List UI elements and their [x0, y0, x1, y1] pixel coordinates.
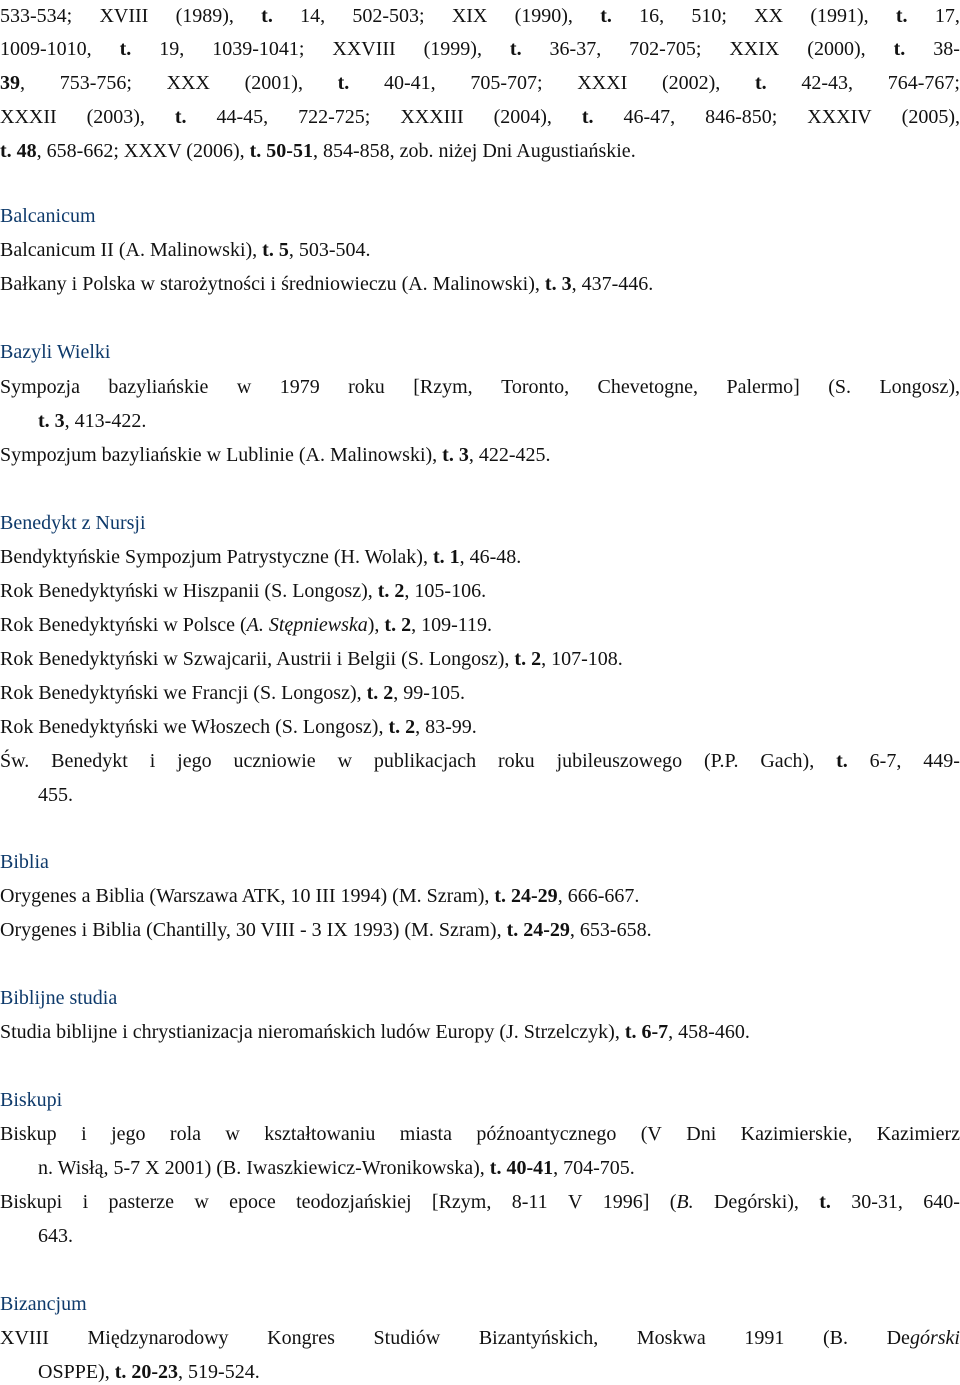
text-line: Orygenes a Biblia (Warszawa ATK, 10 III 1994) (M. Szram), t. 24-29, 666-667.	[0, 885, 640, 907]
text-line: 533-534; XVIII (1989), t. 14, 502-503; XIX (1990), t. 16, 510; XX (1991), t. 17,	[0, 5, 960, 27]
text-line: Rok Benedyktyński w Polsce (A. Stępniewska), t. 2, 109-119.	[0, 614, 493, 636]
text-line: Bendyktyńskie Sympozjum Patrystyczne (H. Wolak), t. 1, 46-48.	[0, 546, 522, 568]
text-line: XVIII Międzynarodowy Kongres Studiów Bizantyńskich, Moskwa 1991 (B. Degórski	[0, 1327, 960, 1349]
text-line: Rok Benedyktyński w Szwajcarii, Austrii i Belgii (S. Longosz), t. 2, 107-108.	[0, 648, 623, 670]
text-line: Balcanicum II (A. Malinowski), t. 5, 503-504.	[0, 239, 371, 261]
text-line: Sympozja bazyliańskie w 1979 roku [Rzym, Toronto, Chevetogne, Palermo] (S. Longosz),	[0, 376, 960, 398]
text-line: 1009-1010, t. 19, 1039-1041; XXVIII (1999), t. 36-37, 702-705; XXIX (2000), t. 38-	[0, 38, 960, 60]
section-heading: Balcanicum	[0, 205, 96, 227]
text-line: OSPPE), t. 20-23, 519-524.	[38, 1361, 260, 1383]
text-line: n. Wisłą, 5-7 X 2001) (B. Iwaszkiewicz-Wronikowska), t. 40-41, 704-705.	[38, 1157, 635, 1179]
text-line: 643.	[38, 1225, 73, 1247]
text-line: t. 48, 658-662; XXXV (2006), t. 50-51, 854-858, zob. niżej Dni Augustiańskie.	[0, 140, 636, 162]
text-line: 39, 753-756; XXX (2001), t. 40-41, 705-707; XXXI (2002), t. 42-43, 764-767;	[0, 72, 960, 94]
section-heading: Bazyli Wielki	[0, 341, 111, 363]
text-line: Biskup i jego rola w kształtowaniu miasta późnoantycznego (V Dni Kazimierskie, Kazimierz	[0, 1123, 960, 1145]
text-line: Rok Benedyktyński w Hiszpanii (S. Longosz), t. 2, 105-106.	[0, 580, 487, 602]
text-line: Rok Benedyktyński we Francji (S. Longosz), t. 2, 99-105.	[0, 682, 465, 704]
text-line: 455.	[38, 784, 73, 806]
text-line: Orygenes i Biblia (Chantilly, 30 VIII - 3 IX 1993) (M. Szram), t. 24-29, 653-658.	[0, 919, 652, 941]
text-line: Św. Benedykt i jego uczniowie w publikacjach roku jubileuszowego (P.P. Gach), t. 6-7, 449-	[0, 750, 960, 772]
text-line: t. 3, 413-422.	[38, 410, 147, 432]
section-heading: Bizancjum	[0, 1293, 87, 1315]
text-line: Sympozjum bazyliańskie w Lublinie (A. Malinowski), t. 3, 422-425.	[0, 444, 551, 466]
text-line: Biskupi i pasterze w epoce teodozjańskiej [Rzym, 8-11 V 1996] (B. Degórski), t. 30-31, 640-	[0, 1191, 960, 1213]
section-heading: Biskupi	[0, 1089, 63, 1111]
section-heading: Benedykt z Nursji	[0, 512, 146, 534]
text-line: Rok Benedyktyński we Włoszech (S. Longosz), t. 2, 83-99.	[0, 716, 477, 738]
text-line: Bałkany i Polska w starożytności i średniowieczu (A. Malinowski), t. 3, 437-446.	[0, 273, 654, 295]
text-line: XXXII (2003), t. 44-45, 722-725; XXXIII (2004), t. 46-47, 846-850; XXXIV (2005),	[0, 106, 960, 128]
section-heading: Biblia	[0, 851, 49, 873]
text-line: Studia biblijne i chrystianizacja nieromańskich ludów Europy (J. Strzelczyk), t. 6-7, 458-460.	[0, 1021, 750, 1043]
section-heading: Biblijne studia	[0, 987, 118, 1009]
